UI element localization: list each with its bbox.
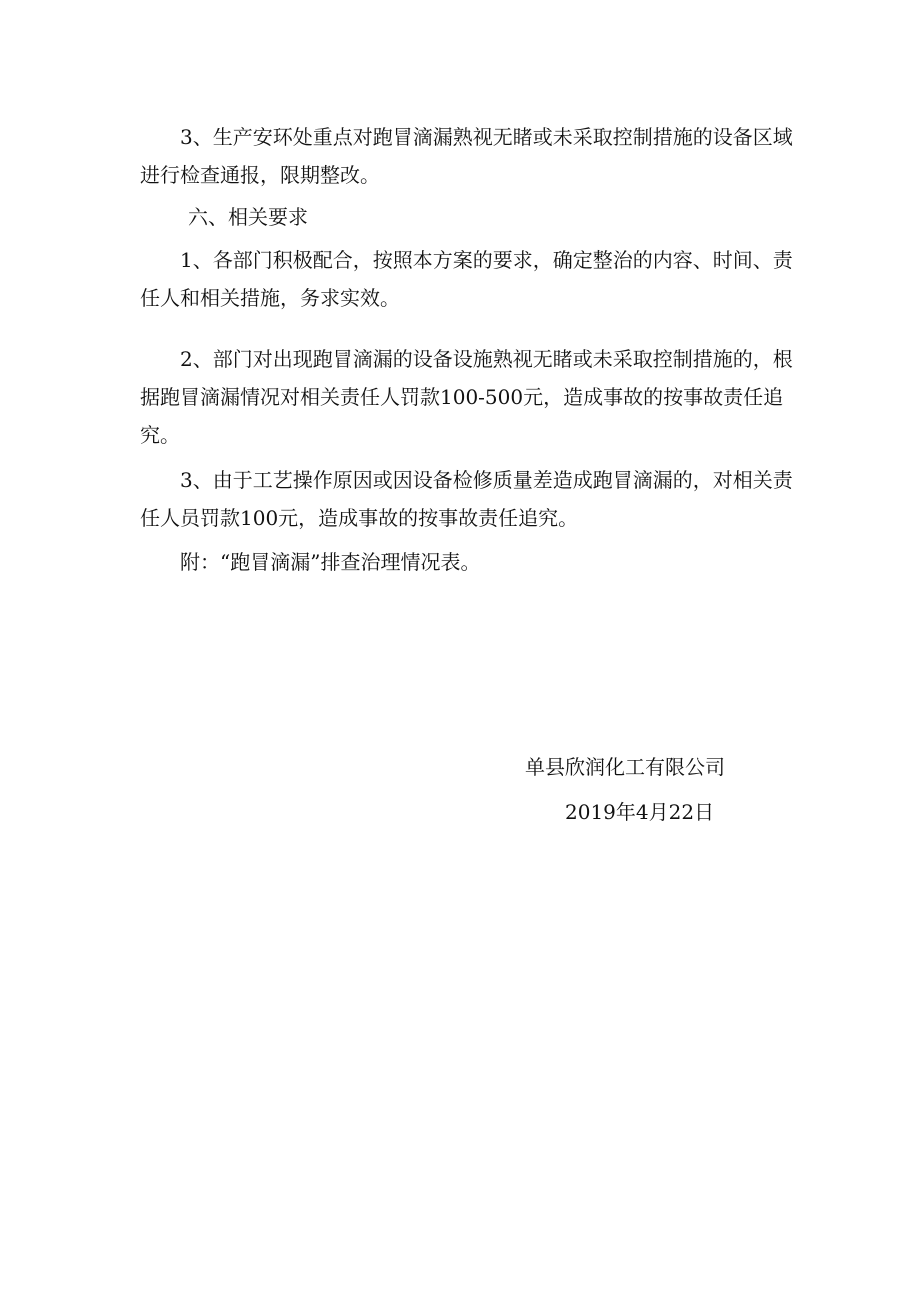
- paragraph-requirement-1: 1、各部门积极配合，按照本方案的要求，确定整治的内容、时间、责任人和相关措施，务求实效。: [140, 248, 793, 310]
- section-heading-requirements: 六、相关要求: [188, 205, 308, 229]
- paragraph-attachment: 附：“跑冒滴漏”排查治理情况表。: [180, 550, 481, 574]
- paragraph-requirement-3: 3、由于工艺操作原因或因设备检修质量差造成跑冒滴漏的，对相关责任人员罚款100元，造成事故的按事故责任追究。: [140, 468, 793, 530]
- paragraph-requirement-2: 2、部门对出现跑冒滴漏的设备设施熟视无睹或未采取控制措施的，根据跑冒滴漏情况对相关责任人罚款100-500元，造成事故的按事故责任追究。: [140, 347, 793, 447]
- signature-date: 2019年4月22日: [565, 800, 715, 824]
- paragraph-inspection-notice: 3、生产安环处重点对跑冒滴漏熟视无睹或未采取控制措施的设备区域进行检查通报，限期整改。: [140, 125, 793, 187]
- signature-company: 单县欣润化工有限公司: [525, 755, 725, 779]
